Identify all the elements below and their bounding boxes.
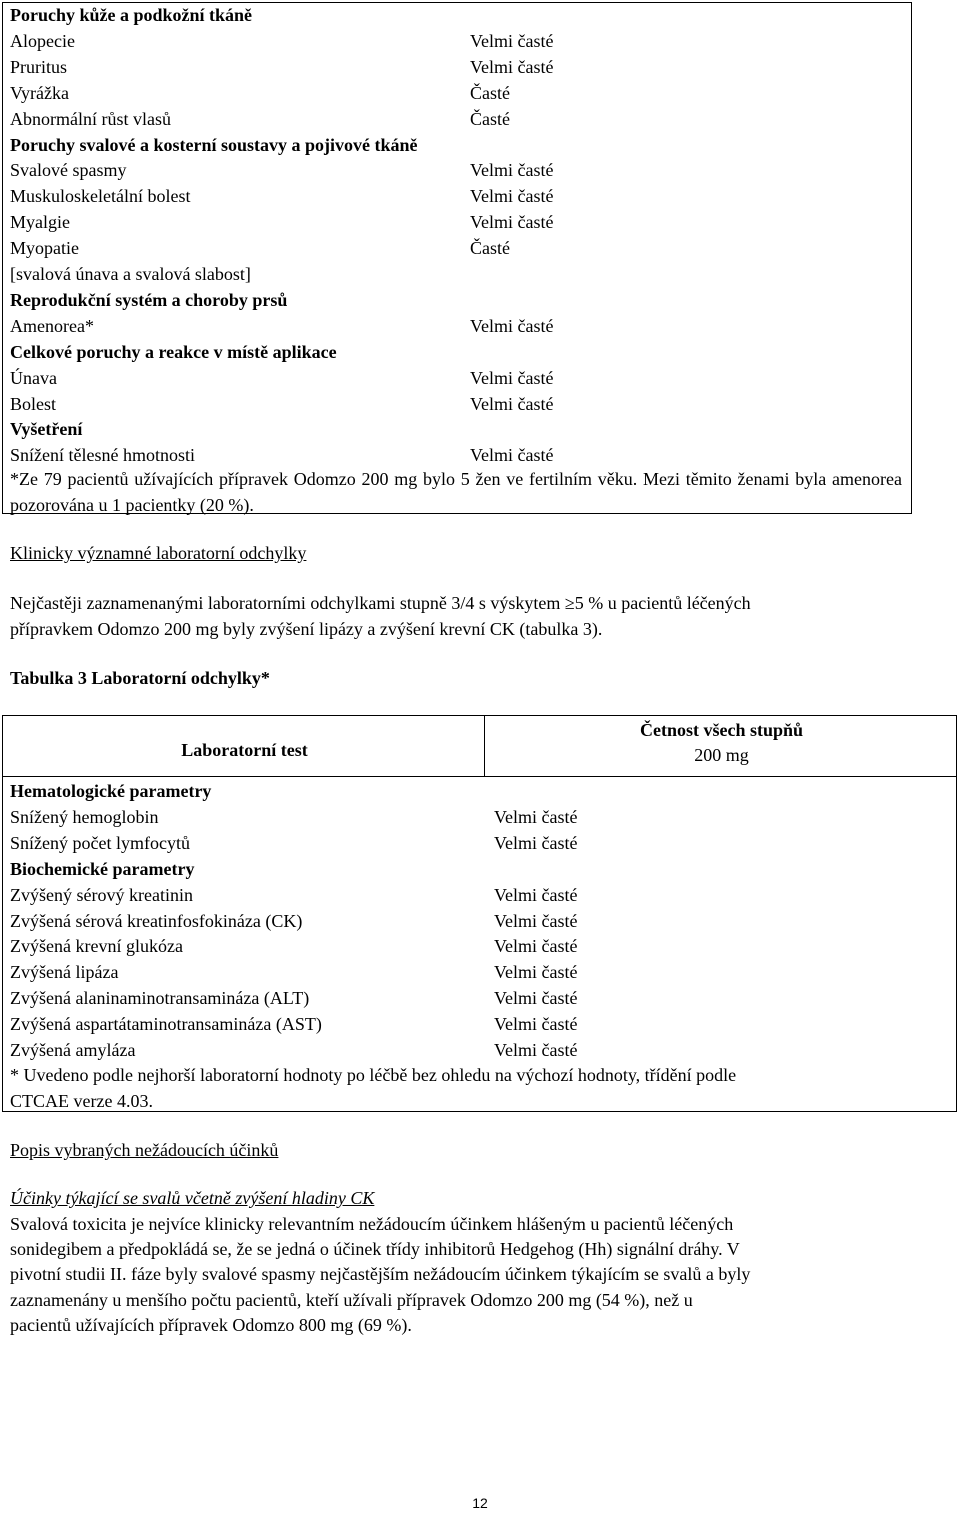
frequency-value: Velmi časté bbox=[470, 393, 554, 414]
frequency-value: Velmi časté bbox=[494, 1040, 578, 1060]
frequency-value: Velmi časté bbox=[494, 806, 578, 827]
category-label: Hematologické parametry bbox=[10, 781, 212, 801]
frequency-value: Časté bbox=[470, 238, 510, 259]
adverse-reaction-label: Amenorea* bbox=[10, 315, 94, 336]
adverse-reaction-label: Abnormální růst vlasů bbox=[10, 108, 171, 129]
table3-footnote-line2: CTCAE verze 4.03. bbox=[10, 1091, 153, 1111]
lab-test-label: Zvýšená sérová kreatinfosfokináza (CK) bbox=[10, 910, 303, 931]
table3-header-frequency bbox=[484, 715, 957, 777]
frequency-value: Velmi časté bbox=[470, 160, 554, 181]
frequency-value: Velmi časté bbox=[470, 367, 554, 388]
adverse-reaction-label: Pruritus bbox=[10, 56, 68, 77]
lab-test-label: Zvýšená krevní glukóza bbox=[10, 936, 183, 957]
paragraph-line: pivotní studii II. fáze byly svalové spasmy nejčastějším nežádoucím účinkem týkajícím se svalů a byly bbox=[10, 1264, 751, 1285]
adverse-reaction-label: Myalgie bbox=[10, 212, 70, 233]
lab-test-label: Zvýšená amyláza bbox=[10, 1040, 136, 1060]
frequency-value: Velmi časté bbox=[470, 445, 554, 466]
col2-header: Četnost všech stupňů bbox=[639, 720, 804, 740]
muscle-effects-subheading: Účinky týkající se svalů včetně zvýšení hladiny CK bbox=[10, 1188, 375, 1208]
frequency-value: Časté bbox=[470, 108, 510, 129]
category-label: Poruchy kůže a podkožní tkáně bbox=[10, 5, 253, 25]
category-label: Biochemické parametry bbox=[10, 858, 195, 879]
frequency-value: Velmi časté bbox=[470, 56, 554, 77]
table3-footnote-line1: * Uvedeno podle nejhorší laboratorní hodnoty po léčbě bez ohledu na výchozí hodnoty, třídění podle bbox=[10, 1065, 737, 1085]
adverse-reaction-label: Vyrážka bbox=[10, 82, 69, 103]
frequency-value: Velmi časté bbox=[494, 1014, 578, 1035]
lab-test-label: Zvýšená alaninaminotransamináza (ALT) bbox=[10, 988, 310, 1009]
col1-header: Laboratorní test bbox=[181, 740, 308, 760]
frequency-value: Velmi časté bbox=[470, 315, 554, 336]
paragraph-line: Svalová toxicita je nejvíce klinicky relevantním nežádoucím účinkem hlášeným u pacientů léčených bbox=[10, 1214, 734, 1234]
adverse-reaction-label: Snížení tělesné hmotnosti bbox=[10, 445, 195, 466]
paragraph-line: sonidegibem a předpokládá se, že se jedná o účinek třídy inhibitorů Hedgehog (Hh) signální dráhy. V bbox=[10, 1239, 740, 1260]
paragraph-line: zaznamenány u menšího počtu pacientů, kteří užívali přípravek Odomzo 200 mg (54 %), než u bbox=[10, 1289, 693, 1310]
col2-subheader: 200 mg bbox=[694, 745, 749, 765]
table3-caption: Tabulka 3 Laboratorní odchylky* bbox=[10, 668, 270, 688]
frequency-value: Velmi časté bbox=[470, 186, 554, 207]
frequency-value: Velmi časté bbox=[494, 884, 578, 905]
adverse-reaction-label: Bolest bbox=[10, 393, 57, 414]
lab-test-label: Snížený počet lymfocytů bbox=[10, 832, 190, 853]
selected-adr-heading: Popis vybraných nežádoucích účinků bbox=[10, 1140, 279, 1160]
table3-header-test bbox=[2, 715, 485, 777]
table1-footnote: *Ze 79 pacientů užívajících přípravek Odomzo 200 mg bylo 5 žen ve fertilním věku. Mezi těmito ženami byla amenorea pozorována u 1 pacientky (20 %). bbox=[10, 469, 902, 515]
lab-test-label: Zvýšený sérový kreatinin bbox=[10, 884, 193, 905]
adverse-reaction-label: Svalové spasmy bbox=[10, 160, 127, 181]
frequency-value: Velmi časté bbox=[494, 962, 578, 983]
page-number: 12 bbox=[472, 1495, 488, 1511]
frequency-value: Velmi časté bbox=[470, 30, 554, 51]
lab-test-label: Zvýšená lipáza bbox=[10, 962, 119, 983]
adverse-reaction-label: [svalová únava a svalová slabost] bbox=[10, 264, 251, 284]
frequency-value: Velmi časté bbox=[470, 212, 554, 233]
lab-test-label: Snížený hemoglobin bbox=[10, 806, 159, 827]
adverse-reactions-table bbox=[2, 2, 912, 514]
paragraph-line: pacientů užívajících přípravek Odomzo 800 mg (69 %). bbox=[10, 1314, 412, 1335]
lab-test-label: Zvýšená aspartátaminotransamináza (AST) bbox=[10, 1014, 322, 1035]
category-label: Vyšetření bbox=[10, 419, 83, 440]
adverse-reaction-label: Alopecie bbox=[10, 30, 75, 51]
category-label: Reprodukční systém a choroby prsů bbox=[10, 289, 288, 310]
frequency-value: Velmi časté bbox=[494, 832, 578, 853]
frequency-value: Časté bbox=[470, 82, 510, 103]
frequency-value: Velmi časté bbox=[494, 910, 578, 931]
lab-paragraph-line2: přípravkem Odomzo 200 mg byly zvýšení lipázy a zvýšení krevní CK (tabulka 3). bbox=[10, 619, 603, 639]
adverse-reaction-label: Myopatie bbox=[10, 238, 79, 259]
lab-abnormalities-heading: Klinicky významné laboratorní odchylky bbox=[10, 543, 307, 563]
frequency-value: Velmi časté bbox=[494, 988, 578, 1009]
frequency-value: Velmi časté bbox=[494, 936, 578, 957]
category-label: Celkové poruchy a reakce v místě aplikace bbox=[10, 341, 337, 362]
adverse-reaction-label: Únava bbox=[10, 367, 57, 388]
adverse-reaction-label: Muskuloskeletální bolest bbox=[10, 186, 191, 207]
lab-paragraph-line1: Nejčastěji zaznamenanými laboratorními odchylkami stupně 3/4 s výskytem ≥5 % u pacientů léčených bbox=[10, 593, 751, 613]
category-label: Poruchy svalové a kosterní soustavy a pojivové tkáně bbox=[10, 134, 418, 155]
